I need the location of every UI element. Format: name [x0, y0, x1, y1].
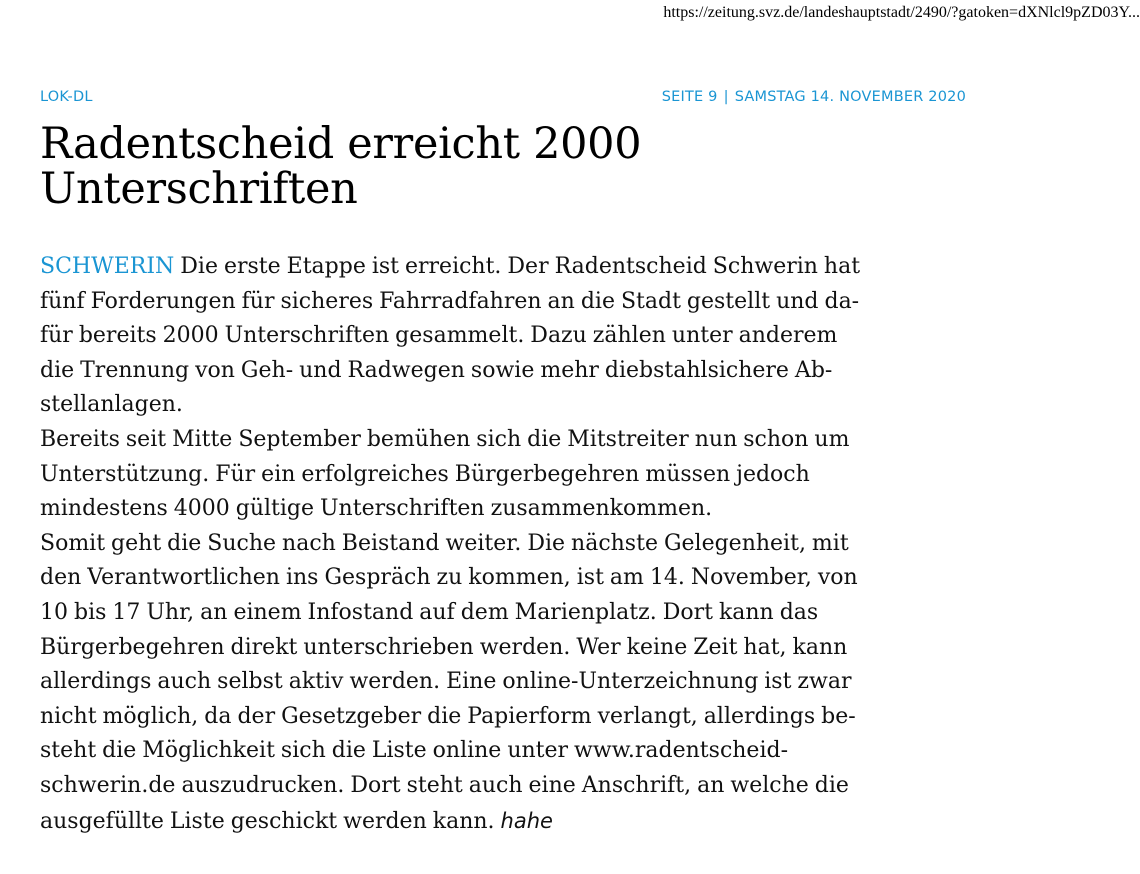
body-line: stellanlagen.: [40, 392, 183, 418]
article-headline: [40, 119, 940, 214]
body-line-text: Die erste Etappe ist erreicht. Der Radentscheid Schwerin hat: [174, 254, 861, 279]
publication-date: SAMSTAG 14. NOVEMBER 2020: [734, 89, 966, 105]
body-line: für bereits 2000 Unterschriften gesammelt. Dazu zählen unter anderem: [40, 323, 838, 349]
body-line: mindestens 4000 gültige Unterschriften zusammenkommen.: [40, 496, 713, 522]
meta-separator: |: [723, 89, 729, 105]
body-line: Unterstützung. Für ein erfolgreiches Bürgerbegehren müssen jedoch: [40, 461, 810, 487]
body-line: [40, 804, 980, 840]
body-line-text: ausgefüllte Liste geschickt werden kann.: [40, 808, 501, 834]
headline-line-1: Radentscheid erreicht 2000: [40, 119, 642, 169]
section-label: LOK-DL: [40, 89, 93, 105]
body-line: schwerin.de auszudrucken. Dort steht auch eine Anschrift, an welche die: [40, 772, 849, 798]
page-date-info: [662, 89, 966, 105]
article-meta: [40, 89, 966, 105]
body-line: Bereits seit Mitte September bemühen sich die Mitstreiter nun schon um: [40, 426, 850, 452]
body-line: steht die Möglichkeit sich die Liste online unter www.radentscheid-: [40, 738, 789, 764]
body-line: 10 bis 17 Uhr, an einem Infostand auf dem Marienplatz. Dort kann das: [40, 599, 819, 625]
body-line: Somit geht die Suche nach Beistand weiter. Die nächste Gelegenheit, mit: [40, 530, 849, 556]
page-number: SEITE 9: [661, 89, 718, 105]
body-line: [40, 250, 980, 285]
body-line: Bürgerbegehren direkt unterschrieben werden. Wer keine Zeit hat, kann: [40, 634, 848, 660]
author-initials: hahe: [500, 808, 553, 833]
body-line: den Verantwortlichen ins Gespräch zu kommen, ist am 14. November, von: [40, 565, 858, 591]
body-line: allerdings auch selbst aktiv werden. Eine online-Unterzeichnung ist zwar: [40, 669, 852, 695]
body-line: nicht möglich, da der Gesetzgeber die Papierform verlangt, allerdings be-: [40, 703, 856, 729]
body-line: fünf Forderungen für sicheres Fahrradfahren an die Stadt gestellt und da-: [40, 288, 860, 314]
body-line: die Trennung von Geh- und Radwegen sowie mehr diebstahlsichere Ab-: [40, 357, 833, 383]
page-url: https://zeitung.svz.de/landeshauptstadt/2490/?gatoken=dXNlcl9pZD03Y...: [663, 4, 1140, 21]
dateline: SCHWERIN: [40, 254, 175, 279]
article-body: [40, 250, 980, 839]
headline-line-2: Unterschriften: [40, 164, 358, 214]
